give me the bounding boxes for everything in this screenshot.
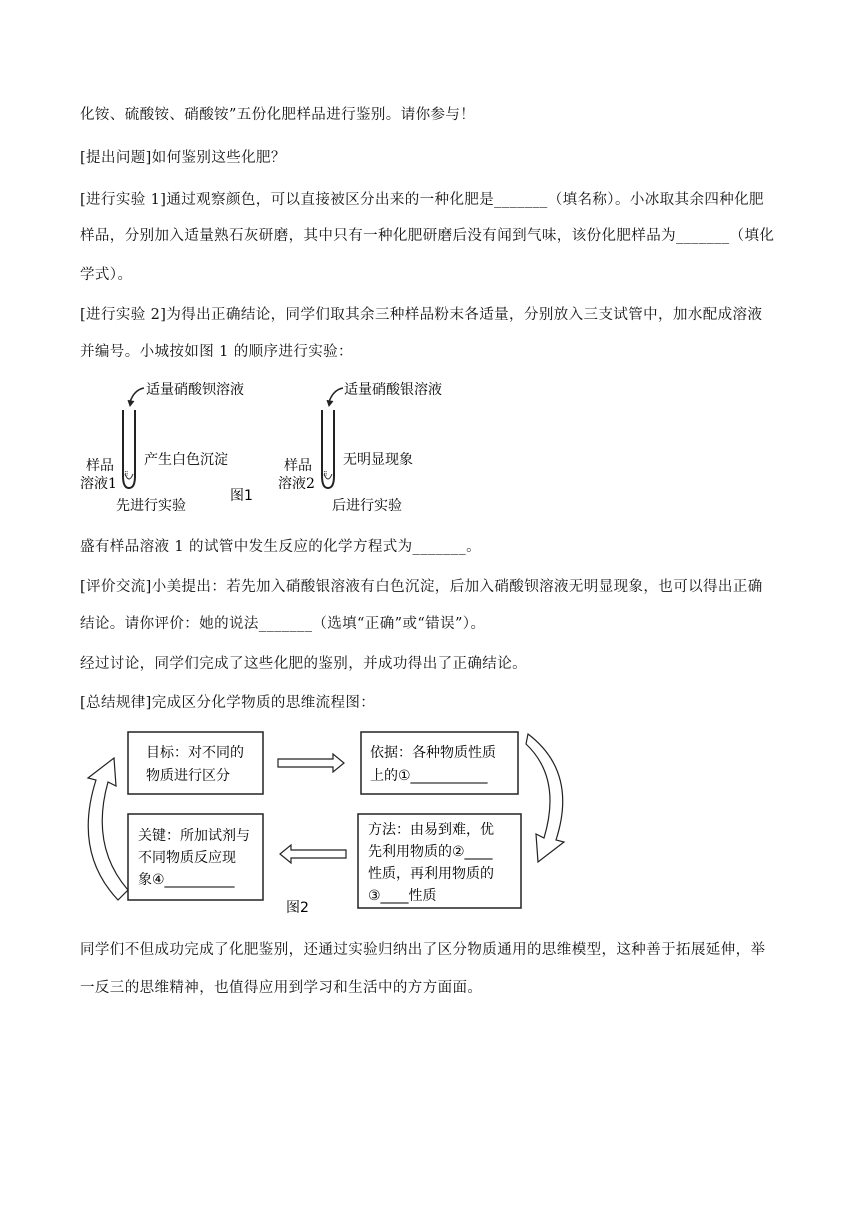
text-line-12: [总结规律]完成区分化学物质的思维流程图：	[80, 695, 376, 711]
figure-1-label: 图1	[230, 488, 253, 504]
method-line-3: 性质，再利用物质的	[368, 866, 494, 882]
text-line-14: 一反三的思维精神，也值得应用到学习和生活中的方方面面。	[80, 980, 483, 996]
text-line-13: 同学们不但成功完成了化肥鉴别，还通过实验归纳出了区分物质通用的思维模型，这种善于拓展延伸，举	[80, 942, 766, 958]
dropper-arrow-2	[329, 388, 343, 402]
tube1-reagent: 适量硝酸钡溶液	[146, 382, 244, 398]
key-line-3: 象④__________	[138, 872, 235, 888]
key-line-1: 关键：所加试剂与	[138, 828, 250, 844]
text-line-11: 经过讨论，同学们完成了这些化肥的鉴别，并成功得出了正确结论。	[80, 656, 527, 672]
test-tube-2	[322, 410, 334, 488]
svg-text:⠿: ⠿	[124, 471, 129, 478]
figure-1	[78, 376, 458, 516]
goal-line-1: 目标：对不同的	[146, 745, 244, 761]
tube2-sample-1: 样品	[284, 458, 312, 474]
box-basis	[361, 732, 518, 794]
basis-line-2: 上的①___________	[370, 768, 488, 784]
arrow-right	[278, 754, 344, 772]
figure-2-flowchart	[78, 722, 578, 922]
text-line-1: 化铵、硫酸铵、硝酸铵”五份化肥样品进行鉴别。请你参与！	[80, 107, 476, 123]
svg-text:⠿: ⠿	[323, 471, 328, 478]
test-tube-1	[123, 410, 135, 488]
tube2-reagent: 适量硝酸银溶液	[344, 382, 442, 398]
goal-line-2: 物质进行区分	[146, 768, 230, 784]
method-line-2: 先利用物质的②____	[368, 844, 493, 860]
text-line-2: [提出问题]如何鉴别这些化肥？	[80, 150, 286, 166]
text-line-9: [评价交流]小美提出：若先加入硝酸银溶液有白色沉淀，后加入硝酸钡溶液无明显现象，也可以得出正确	[80, 579, 763, 595]
box-goal	[128, 732, 263, 794]
text-line-6: [进行实验 2]为得出正确结论，同学们取其余三种样品粉末各适量，分别放入三支试管中，加水配成溶液	[80, 307, 763, 323]
curved-arrow-right	[526, 734, 564, 862]
arrow-left	[280, 845, 346, 863]
text-line-7: 并编号。小城按如图 1 的顺序进行实验：	[80, 344, 353, 360]
key-line-2: 不同物质反应现	[138, 850, 236, 866]
method-line-1: 方法：由易到难，优	[368, 822, 494, 838]
text-line-3: [进行实验 1]通过观察颜色，可以直接被区分出来的一种化肥是_______（填名称）。小冰取其余四种化肥	[80, 192, 764, 208]
curved-arrow-left	[88, 758, 128, 900]
text-line-5: 学式）。	[80, 267, 133, 283]
text-line-4: 样品，分别加入适量熟石灰研磨，其中只有一种化肥研磨后没有闻到气味，该份化肥样品为_______（填化	[80, 228, 775, 244]
tube2-sample-2: 溶液2	[278, 476, 315, 492]
method-line-4: ③____性质	[368, 888, 437, 904]
basis-line-1: 依据：各种物质性质	[370, 745, 496, 761]
tube1-caption: 先进行实验	[116, 498, 186, 514]
tube2-caption: 后进行实验	[332, 498, 402, 514]
tube1-sample-1: 样品	[86, 458, 114, 474]
dropper-arrow-1	[130, 388, 144, 402]
tube1-sample-2: 溶液1	[80, 476, 117, 492]
tube2-result: 无明显现象	[343, 452, 413, 468]
text-line-10: 结论。请你评价：她的说法_______（选填“正确”或“错误”）。	[80, 616, 486, 632]
figure-2-label: 图2	[286, 900, 309, 916]
text-line-8: 盛有样品溶液 1 的试管中发生反应的化学方程式为_______。	[80, 539, 481, 555]
tube1-result: 产生白色沉淀	[144, 452, 228, 468]
